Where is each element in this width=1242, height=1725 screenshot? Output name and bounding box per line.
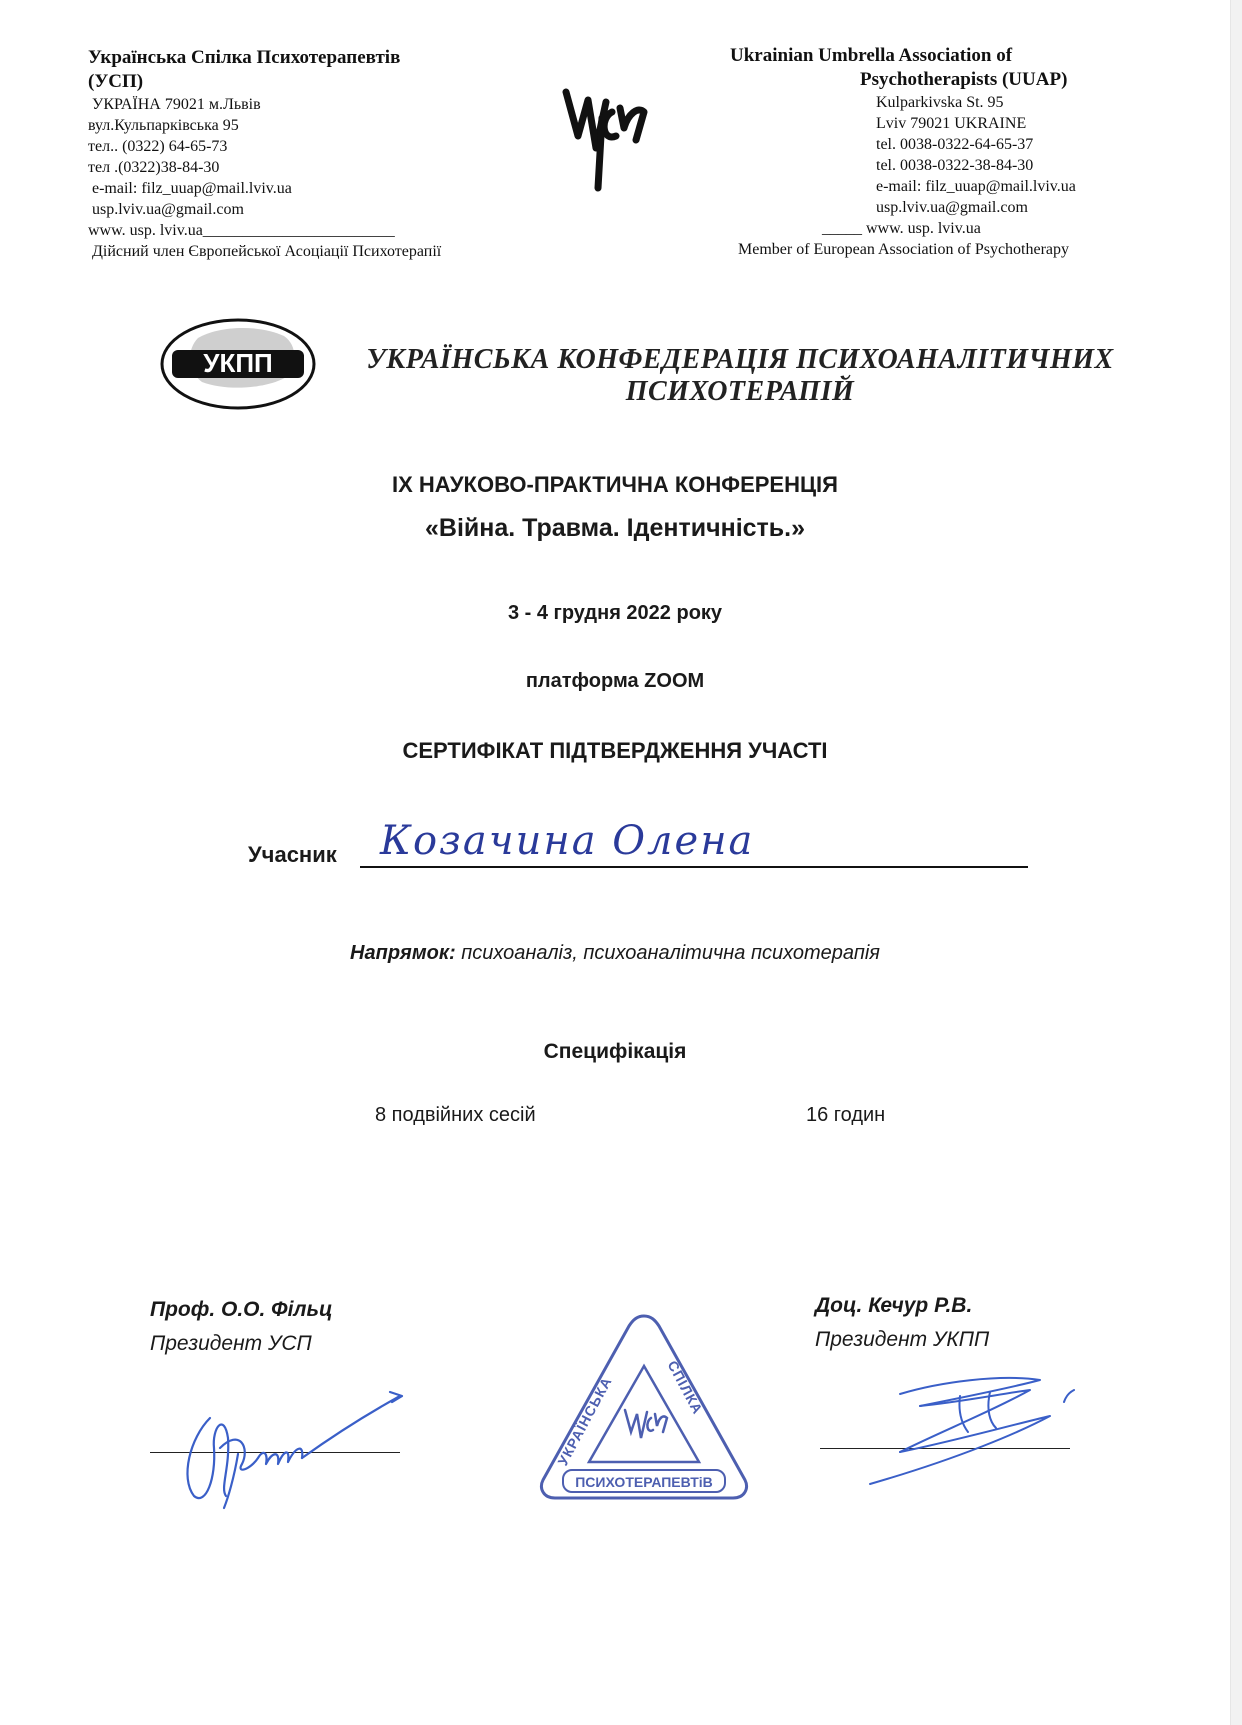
email-line-2: usp.lviv.ua@gmail.com <box>92 201 244 218</box>
confederation-title-line2: ПСИХОТЕРАПІЙ <box>625 376 855 407</box>
signature-right <box>840 1362 1080 1492</box>
membership-line: Дійсний член Європейської Асоціації Психотерапії <box>92 243 442 260</box>
header-right <box>730 44 1130 260</box>
stamp-bottom-text: ПСИХОТЕРАПЕВТіВ <box>575 1474 713 1490</box>
email-line-2-en: usp.lviv.ua@gmail.com <box>876 199 1028 216</box>
usp-logo <box>558 78 658 198</box>
signatory-right-role: Президент УКПП <box>815 1328 990 1351</box>
org-name-en <box>730 44 1130 92</box>
direction-label: Напрямок: <box>350 942 456 964</box>
certificate-heading: СЕРТИФІКАТ ПІДТВЕРДЖЕННЯ УЧАСТІ <box>402 738 828 763</box>
email-line-1-en: e-mail: filz_uuap@mail.lviv.ua <box>876 178 1076 195</box>
stamp-left-text: УКРАЇНСЬКА <box>554 1373 615 1469</box>
stamp-right-text: СПІЛКА <box>664 1357 707 1418</box>
email-line-1: e-mail: filz_uuap@mail.lviv.ua <box>92 180 292 197</box>
conference-title: ІХ НАУКОВО-ПРАКТИЧНА КОНФЕРЕНЦІЯ <box>392 472 838 497</box>
header-left <box>88 46 528 262</box>
ukpp-logo <box>158 316 318 412</box>
ukpp-logo-text: УКПП <box>203 348 273 378</box>
participant-underline <box>360 866 1028 868</box>
phone-line-1-en: tel. 0038-0322-64-65-37 <box>876 136 1034 153</box>
stamp-emblem-icon <box>625 1410 667 1438</box>
org-name-en-line1: Ukrainian Umbrella Association of <box>730 45 1013 66</box>
address-line-1-en: Kulparkivska St. 95 <box>876 94 1004 111</box>
address-line-2-en: Lviv 79021 UKRAINE <box>876 115 1027 132</box>
signature-left <box>180 1378 410 1510</box>
signatory-right-name: Доц. Кечур Р.В. <box>815 1294 973 1317</box>
address-line-1: УКРАЇНА 79021 м.Львів <box>92 96 261 113</box>
conference-platform: платформа ZOOM <box>525 670 705 692</box>
specification-heading: Специфікація <box>543 1040 687 1063</box>
signatory-left-role: Президент УСП <box>150 1332 312 1355</box>
participant-label: Учасник <box>248 842 337 867</box>
phone-line-2-en: tel. 0038-0322-38-84-30 <box>876 157 1034 174</box>
web-line-en: _____ www. usp. lviv.ua <box>822 220 981 237</box>
hours-count: 16 годин <box>806 1104 886 1126</box>
confederation-title-line1: УКРАЇНСЬКА КОНФЕДЕРАЦІЯ ПСИХОАНАЛІТИЧНИХ <box>366 344 1114 375</box>
signatory-left-name: Проф. О.О. Фільц <box>150 1298 333 1321</box>
confederation-title <box>350 344 1130 408</box>
org-name-ua: Українська Спілка Психотерапевтів <box>88 47 401 68</box>
conference-dates: 3 - 4 грудня 2022 року <box>507 602 723 624</box>
participant-name-handwritten: Козачина Олена <box>380 818 755 864</box>
organization-stamp <box>533 1310 755 1506</box>
phone-line-1: тел.. (0322) 64-65-73 <box>88 138 228 155</box>
address-line-2: вул.Кульпарківська 95 <box>88 117 239 134</box>
sessions-count: 8 подвійних сесій <box>375 1104 536 1126</box>
web-line: www. usp. lviv.ua________________________ <box>88 222 395 239</box>
direction-line <box>0 942 1230 965</box>
conference-name: «Війна. Травма. Ідентичність.» <box>424 514 806 542</box>
membership-line-en: Member of European Association of Psychotherapy <box>738 241 1070 258</box>
direction-value: психоаналіз, психоаналітична психотерапія <box>455 942 880 964</box>
phone-line-2: тел .(0322)38-84-30 <box>88 159 220 176</box>
org-abbr-ua: (УСП) <box>88 71 144 92</box>
org-name-en-line2: Psychotherapists (UUAP) <box>860 69 1068 90</box>
